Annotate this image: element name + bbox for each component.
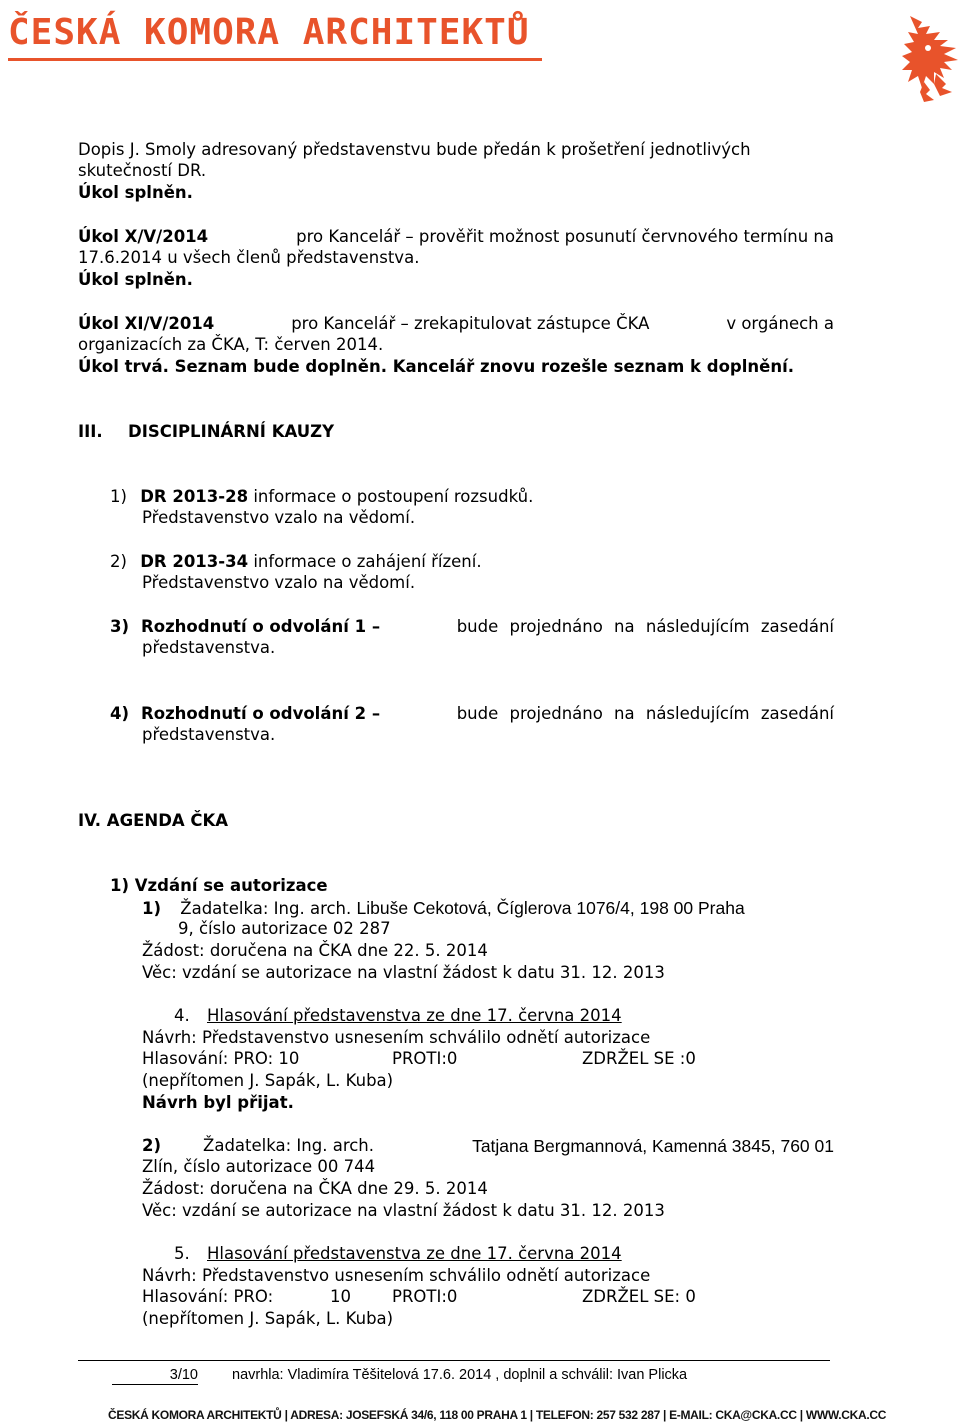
case-id: DR 2013-34 bbox=[140, 552, 249, 571]
appeal-title: Rozhodnutí o odvolání 2 – bbox=[141, 704, 381, 723]
request-date: Žádost: doručena na ČKA dne 29. 5. 2014 bbox=[142, 1179, 488, 1198]
request-subject: Věc: vzdání se autorizace na vlastní žádost k datu 31. 12. 2013 bbox=[142, 963, 665, 982]
section-heading: IV. AGENDA ČKA bbox=[78, 811, 229, 830]
vote-title: Hlasování představenstva ze dne 17. června 2014 bbox=[207, 1244, 622, 1263]
paragraph-line: organizacích za ČKA, T: červen 2014. bbox=[78, 335, 384, 354]
request-date: Žádost: doručena na ČKA dne 22. 5. 2014 bbox=[142, 941, 488, 960]
subsection-heading: 1) Vzdání se autorizace bbox=[110, 876, 328, 895]
task-text-end: v orgánech a bbox=[726, 314, 834, 333]
list-item-note: Představenstvo vzalo na vědomí. bbox=[142, 508, 416, 527]
footer-rule bbox=[78, 1360, 830, 1361]
vote-absent: (nepřítomen J. Sapák, L. Kuba) bbox=[142, 1309, 394, 1328]
vote-heading bbox=[174, 1244, 622, 1264]
task-status: Úkol splněn. bbox=[78, 183, 193, 202]
vote-result-zdrzel: ZDRŽEL SE: 0 bbox=[582, 1287, 696, 1306]
task-status: Úkol splněn. bbox=[78, 270, 193, 289]
lion-icon bbox=[900, 12, 960, 108]
vote-number: 5. bbox=[174, 1244, 190, 1263]
applicant-detail: 9, číslo autorizace 02 287 bbox=[178, 919, 391, 938]
applicant-line bbox=[142, 1136, 834, 1156]
footer-note: navrhla: Vladimíra Těšitelová 17.6. 2014 , doplnil a schválil: Ivan Plicka bbox=[232, 1367, 688, 1383]
applicant-line bbox=[142, 898, 745, 919]
applicant-label: Žadatelka: Ing. arch. bbox=[180, 899, 352, 918]
footer-address: ČESKÁ KOMORA ARCHITEKTŮ | ADRESA: JOSEFSKÁ 34/6, 118 00 PRAHA 1 | TELEFON: 257 532 287 | E-MAIL: CKA@CKA.CC | WWW.CKA.CC bbox=[108, 1408, 887, 1422]
vote-outcome: Návrh byl přijat. bbox=[142, 1093, 294, 1112]
vote-title: Hlasování představenstva ze dne 17. června 2014 bbox=[207, 1006, 622, 1025]
vote-result-proti: PROTI:0 bbox=[392, 1049, 458, 1068]
list-number: 1) bbox=[142, 899, 162, 918]
section-number: III. bbox=[78, 422, 103, 441]
case-id: DR 2013-28 bbox=[140, 487, 249, 506]
appeal-title: Rozhodnutí o odvolání 1 – bbox=[141, 617, 381, 636]
applicant-name: Tatjana Bergmannová, Kamenná 3845, 760 01 bbox=[472, 1136, 834, 1156]
task-status: Úkol trvá. Seznam bude doplněn. Kancelář znovu rozešle seznam k doplnění. bbox=[78, 357, 794, 376]
list-number: 1) bbox=[110, 487, 127, 506]
list-item bbox=[110, 704, 834, 724]
list-item-note: představenstva. bbox=[142, 725, 276, 744]
case-text: informace o zahájení řízení. bbox=[253, 552, 482, 571]
task-line bbox=[78, 314, 834, 334]
list-number: 4) bbox=[110, 704, 130, 723]
vote-result-pro: Hlasování: PRO: 10 bbox=[142, 1049, 300, 1068]
list-item bbox=[110, 487, 533, 507]
task-text: pro Kancelář – zrekapitulovat zástupce ČKA bbox=[291, 314, 650, 333]
page-number: 3/10 bbox=[112, 1366, 198, 1385]
paragraph-line: 17.6.2014 u všech členů představenstva. bbox=[78, 248, 420, 267]
applicant-name: Libuše Cekotová, Číglerova 1076/4, 198 00 Praha bbox=[356, 898, 745, 918]
list-item-note: Představenstvo vzalo na vědomí. bbox=[142, 573, 416, 592]
vote-result-pro: Hlasování: PRO: bbox=[142, 1287, 274, 1306]
task-text: pro Kancelář – prověřit možnost posunutí červnového termínu na bbox=[296, 227, 834, 246]
applicant-detail: Zlín, číslo autorizace 00 744 bbox=[142, 1157, 376, 1176]
vote-heading bbox=[174, 1006, 622, 1026]
list-item bbox=[110, 617, 834, 637]
paragraph-line: skutečností DR. bbox=[78, 161, 207, 180]
appeal-text: bude projednáno na následujícím zasedání bbox=[456, 617, 834, 636]
paragraph-line: Dopis J. Smoly adresovaný představenstvu bude předán k prošetření jednotlivých bbox=[78, 140, 751, 159]
vote-proposal: Návrh: Představenstvo usnesením schválilo odnětí autorizace bbox=[142, 1028, 651, 1047]
list-number: 2) bbox=[110, 552, 127, 571]
case-text: informace o postoupení rozsudků. bbox=[253, 487, 534, 506]
appeal-text: bude projednáno na následujícím zasedání bbox=[456, 704, 834, 723]
vote-proposal: Návrh: Představenstvo usnesením schválilo odnětí autorizace bbox=[142, 1266, 651, 1285]
vote-number: 4. bbox=[174, 1006, 190, 1025]
task-id: Úkol X/V/2014 bbox=[78, 227, 209, 246]
vote-result-pro-value: 10 bbox=[330, 1287, 351, 1306]
letterhead-underline bbox=[8, 58, 542, 61]
applicant-label: Žadatelka: Ing. arch. bbox=[203, 1136, 375, 1155]
list-item bbox=[110, 552, 482, 572]
letterhead-title: ČESKÁ KOMORA ARCHITEKTŮ bbox=[8, 12, 530, 53]
list-number: 3) bbox=[110, 617, 130, 636]
section-heading: DISCIPLINÁRNÍ KAUZY bbox=[128, 422, 335, 441]
task-line bbox=[78, 227, 834, 247]
vote-result-zdrzel: ZDRŽEL SE :0 bbox=[582, 1049, 696, 1068]
list-item-note: představenstva. bbox=[142, 638, 276, 657]
list-number: 2) bbox=[142, 1136, 162, 1155]
task-id: Úkol XI/V/2014 bbox=[78, 314, 215, 333]
vote-result-proti: PROTI:0 bbox=[392, 1287, 458, 1306]
vote-absent: (nepřítomen J. Sapák, L. Kuba) bbox=[142, 1071, 394, 1090]
request-subject: Věc: vzdání se autorizace na vlastní žádost k datu 31. 12. 2013 bbox=[142, 1201, 665, 1220]
